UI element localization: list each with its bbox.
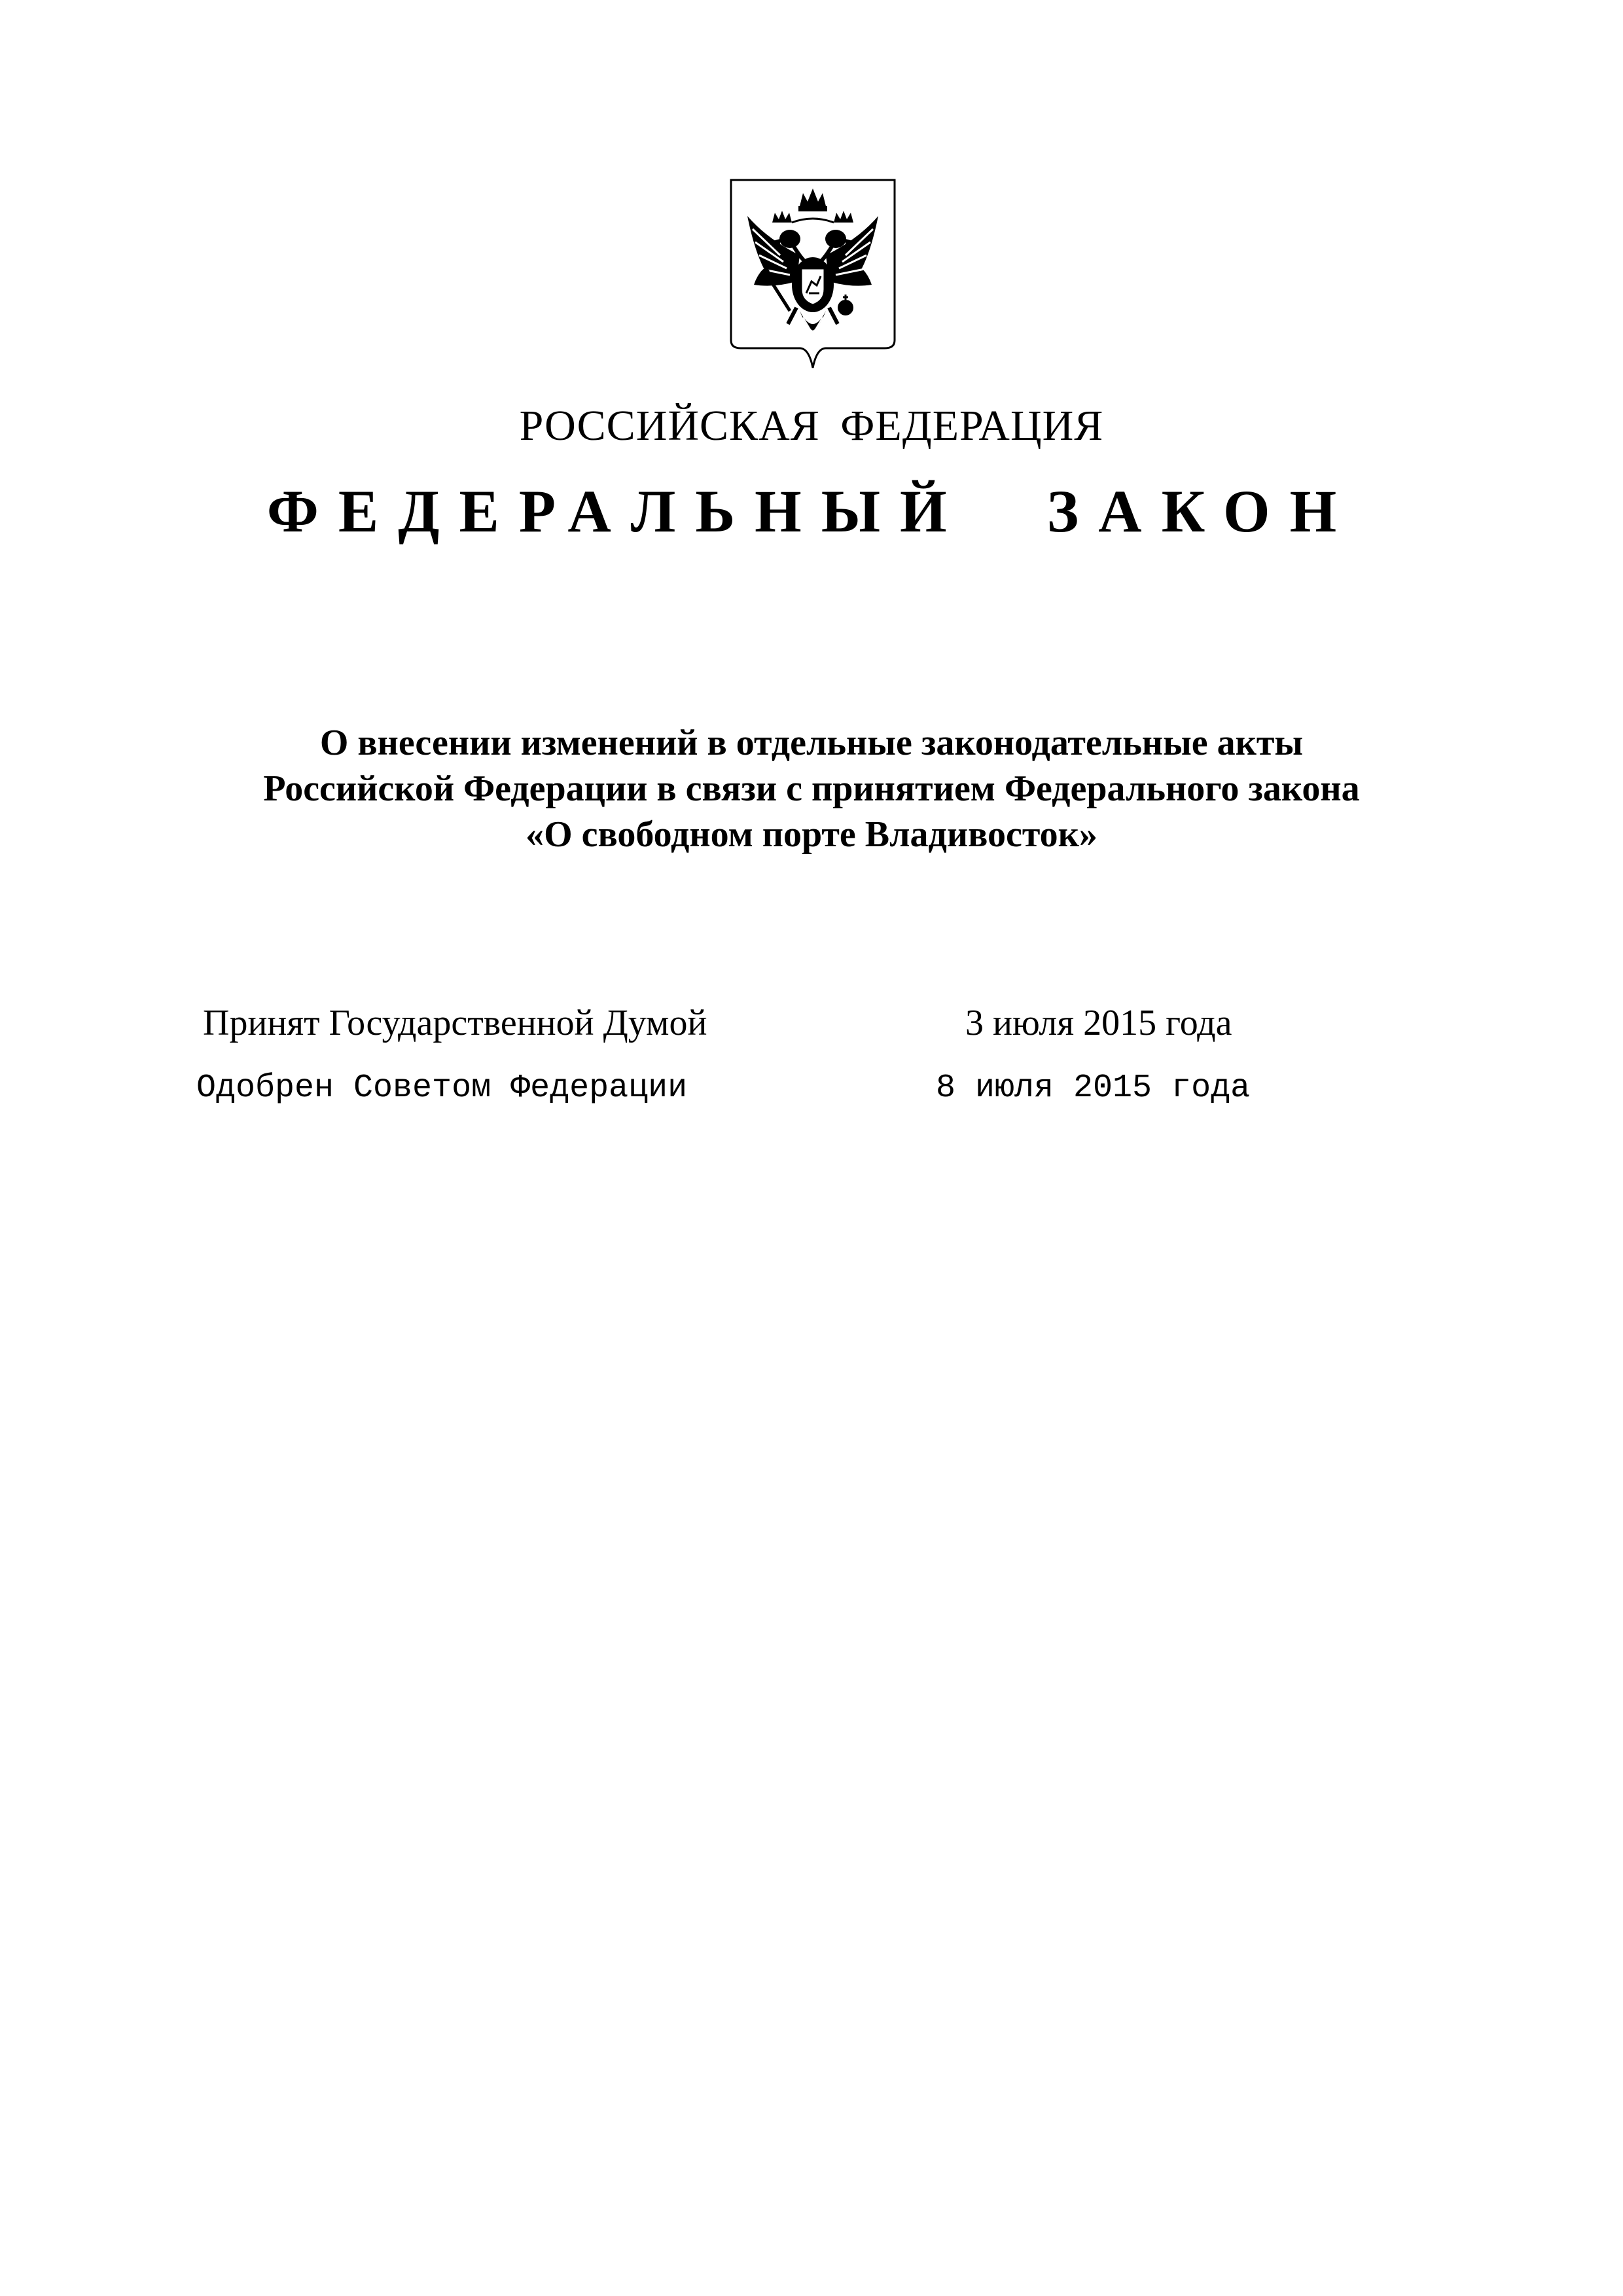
law-title-line: О внесении изменений в отдельные законодательные акты [319,723,1304,763]
coat-of-arms-emblem [728,177,898,373]
law-title-line: «О свободном порте Владивосток» [526,814,1097,855]
law-title-line: Российской Федерации в связи с принятием Федерального закона [263,768,1360,809]
approved-label: Одобрен Советом Федерации [196,1069,688,1107]
law-title [0,720,1623,857]
adopted-date: 3 июля 2015 года [965,1003,1232,1043]
approved-date: 8 июля 2015 года [936,1069,1251,1107]
russian-coat-of-arms-icon [728,177,898,373]
document-type: ФЕДЕРАЛЬНЫЙ ЗАКОН [266,478,1357,545]
country-name: РОССИЙСКАЯ ФЕДЕРАЦИЯ [519,402,1104,450]
adopted-label: Принят Государственной Думой [203,1003,707,1043]
